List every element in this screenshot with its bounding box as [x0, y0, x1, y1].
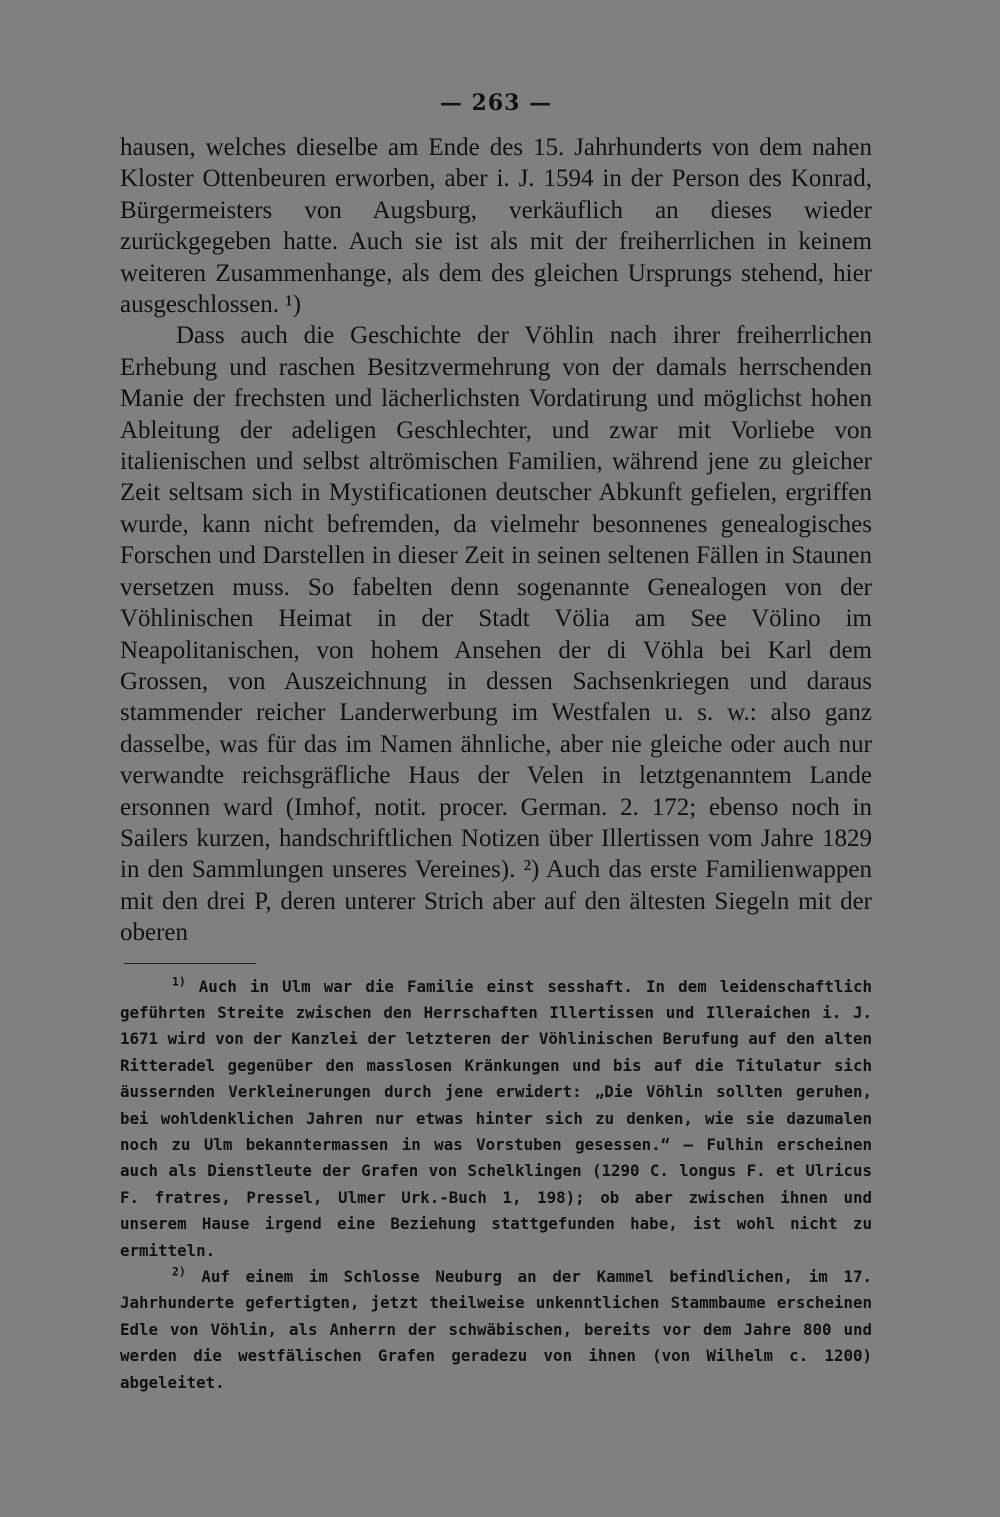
page-number: — 263 —	[439, 90, 553, 116]
body-paragraph-2: Dass auch die Geschichte der Vöhlin nach ihrer freiherrlichen Erhebung und raschen Besitzvermehrung von der damals herrschenden Manie der frechsten und lächerlichsten Vordatirung und möglichst hohen Ableitung der adeligen Geschlechter, und zwar mit Vorliebe von italienischen und selbst altrömischen Familien, während jene zu gleicher Zeit seltsam sich in Mystificationen deutscher Abkunft gefielen, ergriffen wurde, kann nicht befremden, da vielmehr besonnenes genealogisches Forschen und Darstellen in dieser Zeit in seinen seltenen Fällen in Staunen versetzen muss. So fabelten denn sogenannte Genealogen von der Vöhlinischen Heimat in der Stadt Völia am See Völino im Neapolitanischen, von hohem Ansehen der di Vöhla bei Karl dem Grossen, von Auszeichnung in dessen Sachsenkriegen und daraus stammender reicher Landerwerbung im Westfalen u. s. w.: also ganz dasselbe, was für das im Namen ähnliche, aber nie gleiche oder auch nur verwandte reichsgräfliche Haus der Velen in letztgenanntem Lande ersonnen ward (Imhof, notit. procer. German. 2. 172; ebenso noch in Sailers kurzen, handschriftlichen Notizen über Illertissen vom Jahre 1829 in den Sammlungen unseres Vereines). ²) Auch das erste Familienwappen mit den drei P, deren unterer Strich aber auf den ältesten Siegeln mit der oberen	[120, 322, 872, 947]
footnote-2	[120, 1264, 872, 1396]
footnote-1	[120, 974, 872, 1264]
footnotes	[120, 974, 872, 1397]
book-page	[120, 84, 872, 1396]
footnote-2-marker: 2)	[172, 1264, 186, 1279]
body-paragraph-1: hausen, welches dieselbe am Ende des 15. Jahrhunderts von dem nahen Kloster Ottenbeuren erworben, aber i. J. 1594 in der Person des Konrad, Bürgermeisters von Augsburg, verkäuflich an dieses wieder zurückgegeben hatte. Auch sie ist als mit der freiherrlichen in keinem weiteren Zusammenhange, als dem des gleichen Ursprungs stehend, hier ausgeschlossen. ¹)	[120, 134, 872, 319]
footnote-separator	[124, 963, 256, 964]
main-text	[120, 132, 872, 949]
footnote-1-marker: 1)	[172, 974, 186, 989]
footnote-1-text: Auch in Ulm war die Familie einst sesshaft. In dem leidenschaftlich geführten Streite zwischen den Herrschaften Illertissen und Illeraichen i. J. 1671 wird von der Kanzlei der letzteren der Vöhlinischen Berufung auf den alten Ritteradel gegenüber den masslosen Kränkungen und bis auf die Titulatur sich äussernden Verkleinerungen durch jene erwidert: „Die Vöhlin sollten geruhen, bei wohldenklichen Jahren nur etwas hinter sich zu denken, wie sie dazumalen noch zu Ulm bekanntermassen in was Vorstuben gesessen.“ — Fulhin erscheinen auch als Dienstleute der Grafen von Schelklingen (1290 C. longus F. et Ulricus F. fratres, Pressel, Ulmer Urk.-Buch 1, 198); ob aber zwischen ihnen und unserem Hause irgend eine Beziehung stattgefunden habe, ist wohl nicht zu ermitteln.	[120, 976, 872, 1260]
footnote-2-text: Auf einem im Schlosse Neuburg an der Kammel befindlichen, im 17. Jahrhunderte gefertigten, jetzt theilweise unkenntlichen Stammbaume erscheinen Edle von Vöhlin, als Anherrn der schwäbischen, bereits vor dem Jahre 800 und werden die westfälischen Grafen geradezu von ihnen (von Wilhelm c. 1200) abgeleitet.	[120, 1267, 872, 1392]
